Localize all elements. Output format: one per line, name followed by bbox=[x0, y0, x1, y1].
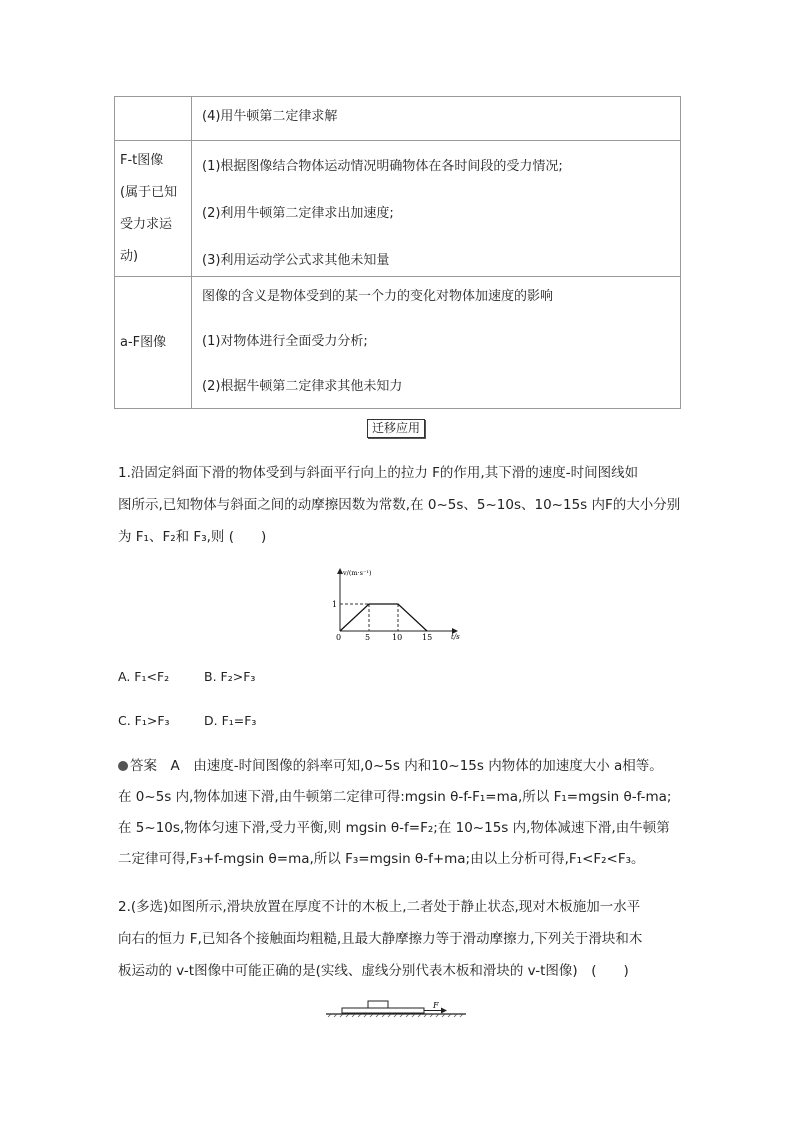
option-b: B. F₂>F₃ bbox=[204, 669, 256, 684]
option-a: A. F₁<F₂ bbox=[118, 669, 170, 684]
methods-table bbox=[114, 96, 681, 409]
row3-line: 图像的含义是物体受到的某一个力的变化对物体加速度的影响 bbox=[202, 289, 554, 304]
vt-graph bbox=[325, 565, 475, 645]
question-2 bbox=[118, 891, 686, 987]
slider-block bbox=[368, 1001, 388, 1008]
row1-label bbox=[115, 97, 192, 141]
row2-label-line: (属于已知 bbox=[120, 184, 178, 200]
answer-line: 二定律可得,F₃+f-mgsin θ=ma,所以 F₃=mgsin θ-f+ma;由以上分析可得,F₁<F₂<F₃。 bbox=[118, 851, 645, 867]
row2-line: (1)根据图像结合物体运动情况明确物体在各时间段的受力情况; bbox=[202, 159, 563, 174]
answer-line: 在 0~5s 内,物体加速下滑,由牛顿第二定律可得:mgsin θ-f-F₁=ma,所以 F₁=mgsin θ-f-ma; bbox=[118, 789, 672, 805]
tick-x-0: 0 bbox=[336, 633, 342, 642]
row2-label-line: F-t图像 bbox=[120, 152, 164, 168]
force-label: F bbox=[433, 1001, 439, 1010]
tick-x-15: 15 bbox=[422, 633, 433, 642]
option-d: D. F₁=F₃ bbox=[204, 713, 257, 728]
q1-line: 图所示,已知物体与斜面之间的动摩擦因数为常数,在 0~5s、5~10s、10~15s 内F的大小分别 bbox=[118, 497, 681, 513]
tick-y: 1 bbox=[332, 600, 338, 609]
row2-label-line: 受力求运 bbox=[120, 216, 173, 232]
y-axis-label: v/(m·s⁻¹) bbox=[343, 569, 372, 577]
table-row bbox=[115, 141, 681, 277]
velocity-series-line bbox=[340, 604, 427, 631]
row3-line: (2)根据牛顿第二定律求其他未知力 bbox=[202, 379, 403, 394]
option-c: C. F₁>F₃ bbox=[118, 713, 170, 728]
q1-line: 1.沿固定斜面下滑的物体受到与斜面平行向上的拉力 F的作用,其下滑的速度-时间图线如 bbox=[118, 465, 639, 481]
table-row bbox=[115, 97, 681, 141]
tick-x-5: 5 bbox=[365, 633, 371, 642]
table-row bbox=[115, 277, 681, 409]
row3-label-text: a-F图像 bbox=[120, 334, 167, 350]
row3-label bbox=[115, 277, 192, 409]
answer-icon bbox=[118, 761, 128, 771]
answer-1 bbox=[118, 751, 686, 875]
row2-line: (2)利用牛顿第二定律求出加速度; bbox=[202, 206, 394, 221]
row1-line: (4)用牛顿第二定律求解 bbox=[202, 109, 338, 124]
wooden-board bbox=[342, 1008, 424, 1013]
q2-line: 向右的恒力 F,已知各个接触面均粗糙,且最大静摩擦力等于滑动摩擦力,下列关于滑块和木 bbox=[118, 931, 643, 947]
question-1 bbox=[118, 457, 686, 553]
answer-line-text: 答案 A 由速度-时间图像的斜率可知,0~5s 内和10~15s 内物体的加速度大小 a相等。 bbox=[130, 758, 663, 774]
tick-x-10: 10 bbox=[392, 633, 403, 642]
row2-content bbox=[192, 141, 681, 277]
x-axis-label: t/s bbox=[451, 633, 460, 641]
answer-line: 在 5~10s,物体匀速下滑,受力平衡,则 mgsin θ-f=F₂;在 10~15s 内,物体减速下滑,由牛顿第 bbox=[118, 820, 670, 836]
q1-line: 为 F₁、F₂和 F₃,则 ( ) bbox=[118, 529, 267, 545]
section-tag: 迁移应用 bbox=[367, 419, 425, 438]
row3-line: (1)对物体进行全面受力分析; bbox=[202, 334, 368, 349]
row2-label-line: 动) bbox=[120, 248, 139, 264]
answer-line bbox=[118, 751, 686, 782]
row3-content bbox=[192, 277, 681, 409]
row2-label bbox=[115, 141, 192, 277]
row2-line: (3)利用运动学公式求其他未知量 bbox=[202, 253, 390, 268]
q2-line: 2.(多选)如图所示,滑块放置在厚度不计的木板上,二者处于静止状态,现对木板施加一水平 bbox=[118, 899, 641, 915]
board-block-figure bbox=[324, 998, 474, 1022]
q2-line: 板运动的 v-t图像中可能正确的是(实线、虚线分别代表木板和滑块的 v-t图像) ( ) bbox=[118, 963, 629, 979]
row1-content bbox=[192, 97, 681, 141]
